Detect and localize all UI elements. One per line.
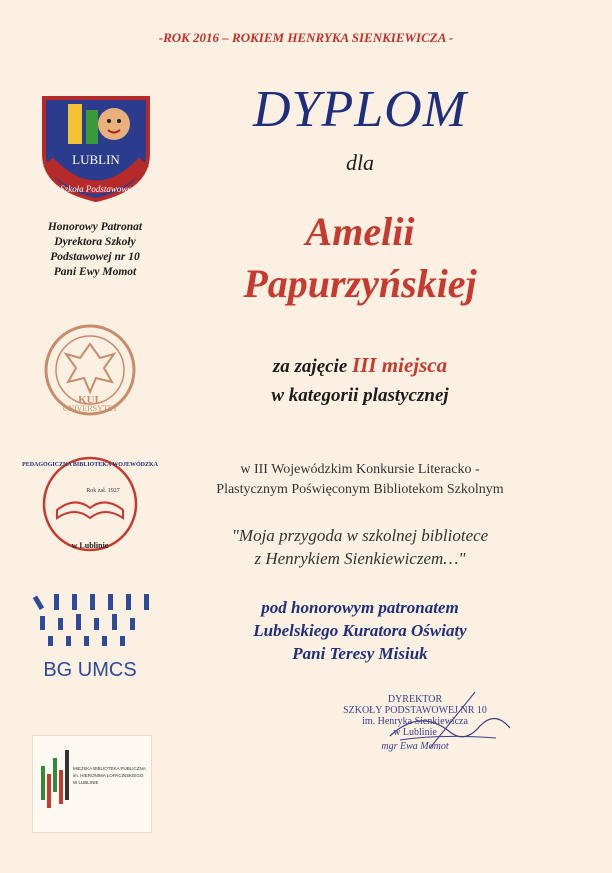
patronage-line-4: Pani Ewy Momot — [53, 266, 137, 278]
stamp-line-2: SZKOŁY PODSTAWOWEJ NR 10 — [343, 705, 487, 716]
award-prefix: za zajęcie — [272, 356, 353, 377]
patronage-line-2: Dyrektora Szkoły — [54, 236, 136, 248]
diploma-for-label: dla — [345, 150, 375, 175]
library-seal-arc-text: PEDAGOGICZNA BIBLIOTEKA WOJEWÓDZKA — [22, 462, 158, 468]
crest-city-text: LUBLIN — [72, 152, 120, 167]
kul-seal-label: KUL — [78, 394, 102, 406]
contest-line-1: w III Wojewódzkim Konkursie Literacko - — [240, 462, 480, 477]
diploma-title: DYPLOM — [252, 81, 468, 138]
award-category: w kategorii plastycznej — [271, 385, 449, 406]
stamp-line-4: w Lublinie — [393, 727, 437, 738]
award-place: III miejsca — [352, 353, 448, 377]
honorary-patron-line-2: Lubelskiego Kuratora Oświaty — [253, 621, 467, 640]
stamp-line-3: im. Henryka Sienkiewicza — [362, 716, 468, 727]
library-seal-year: Rok zał. 1927 — [86, 488, 120, 494]
year-dedication-line: -ROK 2016 – ROKIEM HENRYKA SIENKIEWICZA - — [158, 30, 454, 45]
honorary-patron-line-1: pod honorowym patronatem — [261, 598, 459, 617]
honorary-patron-line-3: Pani Teresy Misiuk — [292, 644, 428, 663]
mbp-line-3: W LUBLINIE — [73, 780, 99, 785]
stamp-signatory-name: mgr Ewa Momot — [381, 741, 449, 752]
patronage-line-3: Podstawowej nr 10 — [50, 251, 140, 263]
kul-university-seal — [40, 320, 140, 420]
recipient-first-name: Amelii — [305, 209, 415, 254]
contest-line-2: Plastycznym Poświęconym Bibliotekom Szkolnym — [216, 482, 504, 497]
mbp-line-1: MIEJSKA BIBLIOTEKA PUBLICZNA — [73, 766, 146, 771]
school-crest-logo — [38, 92, 154, 204]
contest-motto-line-2: z Henrykiem Sienkiewiczem…" — [254, 549, 466, 568]
mbp-line-2: im. HIERONIMA ŁOPACIŃSKIEGO — [73, 773, 144, 778]
contest-motto-line-1: "Moja przygoda w szkolnej bibliotece — [231, 526, 489, 545]
award-place-line — [170, 353, 550, 378]
crest-school-text: Szkoła Podstawowa — [60, 184, 132, 194]
pedagogical-library-seal — [22, 452, 158, 556]
bg-umcs-logo — [26, 592, 154, 682]
recipient-last-name: Papurzyńskiej — [243, 261, 477, 306]
kul-seal-arc-text: UNIVERSYTET — [62, 404, 118, 413]
patronage-line-1: Honorowy Patronat — [47, 221, 143, 233]
library-seal-city: w Lublinie — [71, 541, 109, 550]
stamp-line-1: DYREKTOR — [387, 694, 443, 705]
municipal-library-logo — [32, 735, 152, 833]
bg-umcs-label: BG UMCS — [43, 659, 137, 681]
